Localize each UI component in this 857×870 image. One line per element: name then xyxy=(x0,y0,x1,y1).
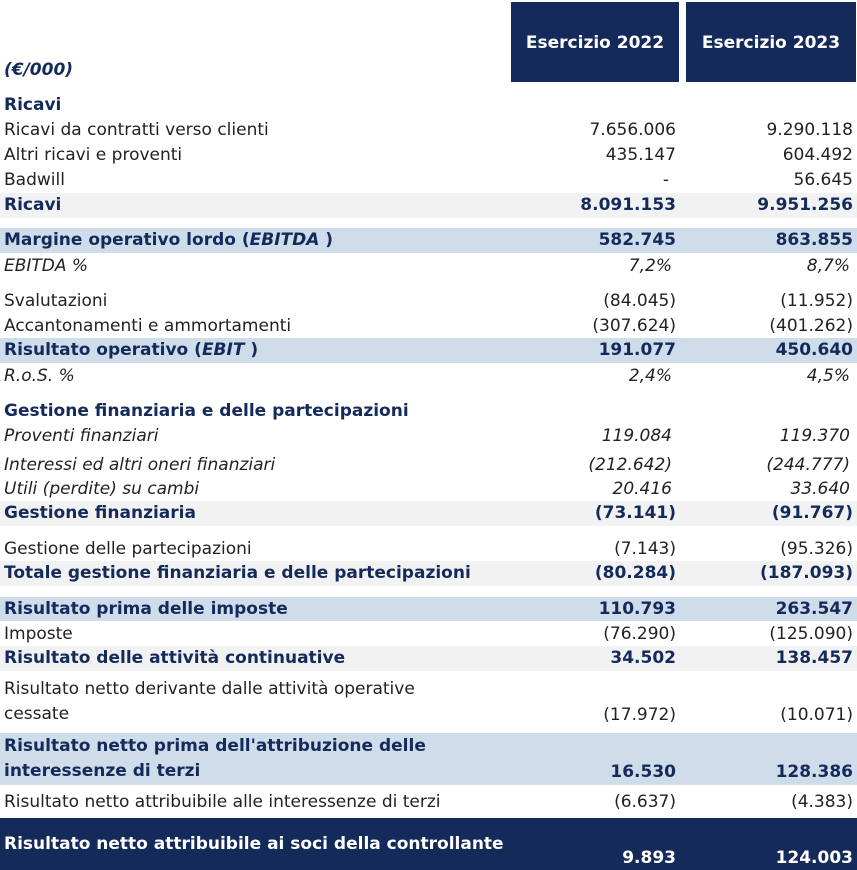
value-2022: 7.656.006 xyxy=(589,120,676,140)
value-2022: (84.045) xyxy=(603,291,676,311)
column-header-2023 xyxy=(686,2,856,82)
table-row xyxy=(0,289,857,314)
row-label: EBITDA % xyxy=(4,256,89,276)
row-label: Svalutazioni xyxy=(4,291,108,311)
section-heading-ricavi xyxy=(0,93,857,117)
row-label: Proventi finanziari xyxy=(4,426,159,446)
value-2023: 138.457 xyxy=(775,648,853,668)
value-2022: (73.141) xyxy=(594,503,676,523)
value-2022: (7.143) xyxy=(614,539,676,559)
total-row-netto-ante-terzi xyxy=(0,733,857,785)
table-row xyxy=(0,424,857,449)
value-2023: (401.262) xyxy=(769,316,853,336)
row-label: Gestione finanziaria e delle partecipazioni xyxy=(4,401,409,421)
value-2022: 435.147 xyxy=(605,145,676,165)
column-header-2022 xyxy=(511,2,679,82)
value-2023: 4,5% xyxy=(806,366,850,386)
value-2022: 34.502 xyxy=(610,648,676,668)
table-row xyxy=(0,364,857,389)
value-2022: (76.290) xyxy=(603,624,676,644)
row-label: R.o.S. % xyxy=(4,366,75,386)
table-row xyxy=(0,537,857,561)
row-label: Risultato operativo (EBIT ) xyxy=(4,340,259,360)
value-2022: 7,2% xyxy=(628,256,672,276)
row-label: Totale gestione finanziaria e delle partecipazioni xyxy=(4,563,471,583)
value-2023: 119.370 xyxy=(779,426,850,446)
row-label: Imposte xyxy=(4,624,73,644)
column-header-2022-label: Esercizio 2022 xyxy=(525,33,665,53)
row-label: Risultato netto attribuibile alle interessenze di terzi xyxy=(4,792,441,812)
value-2023: (91.767) xyxy=(771,503,853,523)
value-2022: 119.084 xyxy=(601,426,672,446)
table-row xyxy=(0,118,857,143)
value-2022: 110.793 xyxy=(598,599,676,619)
value-2022: 582.745 xyxy=(598,230,676,250)
value-2023: 263.547 xyxy=(775,599,853,619)
row-label: Margine operativo lordo (EBITDA ) xyxy=(4,230,334,250)
table-row xyxy=(0,314,857,338)
value-2023: 128.386 xyxy=(775,762,853,782)
row-label: Badwill xyxy=(4,170,65,190)
row-label: Ricavi xyxy=(4,95,62,115)
value-2022: 8.091.153 xyxy=(580,195,676,215)
row-label-line-2: cessate xyxy=(4,704,70,724)
row-label: Altri ricavi e proventi xyxy=(4,145,183,165)
row-label: Risultato prima delle imposte xyxy=(4,599,288,619)
value-2022: (17.972) xyxy=(603,705,676,725)
table-row xyxy=(0,254,857,279)
table-row xyxy=(0,790,857,815)
value-2023: (4.383) xyxy=(791,792,853,812)
table-row xyxy=(0,477,857,501)
value-2023: (125.090) xyxy=(769,624,853,644)
row-label: Gestione delle partecipazioni xyxy=(4,539,252,559)
row-label: Risultato netto attribuibile ai soci della controllante xyxy=(4,834,504,854)
row-label: Ricavi xyxy=(4,195,62,215)
value-2023: (11.952) xyxy=(780,291,853,311)
value-2023: 124.003 xyxy=(775,848,853,868)
column-header-2023-label: Esercizio 2023 xyxy=(701,33,841,53)
row-label-line-2: interessenze di terzi xyxy=(4,761,201,781)
value-2023: 9.290.118 xyxy=(766,120,853,140)
value-2022: 2,4% xyxy=(628,366,672,386)
table-row xyxy=(0,453,857,477)
value-2023: 450.640 xyxy=(775,340,853,360)
value-2022: (212.642) xyxy=(588,455,672,475)
row-label: Accantonamenti e ammortamenti xyxy=(4,316,292,336)
value-2022: (6.637) xyxy=(614,792,676,812)
total-row-ante-imposte xyxy=(0,597,857,621)
table-row xyxy=(0,143,857,168)
value-2023: 8,7% xyxy=(806,256,850,276)
value-2023: 9.951.256 xyxy=(757,195,853,215)
value-2022: - xyxy=(662,170,669,190)
value-2023: 56.645 xyxy=(793,170,853,190)
row-label: Gestione finanziaria xyxy=(4,503,196,523)
value-2023: 33.640 xyxy=(790,479,850,499)
row-label-line-1: Risultato netto prima dell'attribuzione delle xyxy=(4,736,426,756)
value-2022: (307.624) xyxy=(592,316,676,336)
unit-label: (€/000) xyxy=(4,60,74,80)
value-2023: (95.326) xyxy=(780,539,853,559)
value-2022: 20.416 xyxy=(612,479,672,499)
row-label-line-1: Risultato netto derivante dalle attività operative xyxy=(4,679,415,699)
row-label: Risultato delle attività continuative xyxy=(4,648,346,668)
row-label: Ricavi da contratti verso clienti xyxy=(4,120,269,140)
row-label: Utili (perdite) su cambi xyxy=(4,479,200,499)
total-row-gestione-complessiva xyxy=(0,561,857,586)
table-row xyxy=(0,677,857,727)
value-2023: (10.071) xyxy=(780,705,853,725)
table-row xyxy=(0,168,857,193)
total-row-ebit xyxy=(0,338,857,363)
value-2023: (244.777) xyxy=(766,455,850,475)
value-2023: 604.492 xyxy=(782,145,853,165)
value-2022: 191.077 xyxy=(598,340,676,360)
section-heading-gestione-finanziaria xyxy=(0,399,857,423)
value-2023: (187.093) xyxy=(760,563,853,583)
table-row xyxy=(0,622,857,646)
value-2022: 9.893 xyxy=(622,848,676,868)
total-row-gestione-finanziaria xyxy=(0,501,857,526)
total-row-ebitda xyxy=(0,228,857,253)
total-row-attivita-continuative xyxy=(0,646,857,671)
total-row-ricavi xyxy=(0,193,857,218)
value-2023: 863.855 xyxy=(775,230,853,250)
value-2022: 16.530 xyxy=(610,762,676,782)
value-2022: (80.284) xyxy=(594,563,676,583)
row-label: Interessi ed altri oneri finanziari xyxy=(4,455,276,475)
total-row-netto-controllante xyxy=(0,818,857,870)
